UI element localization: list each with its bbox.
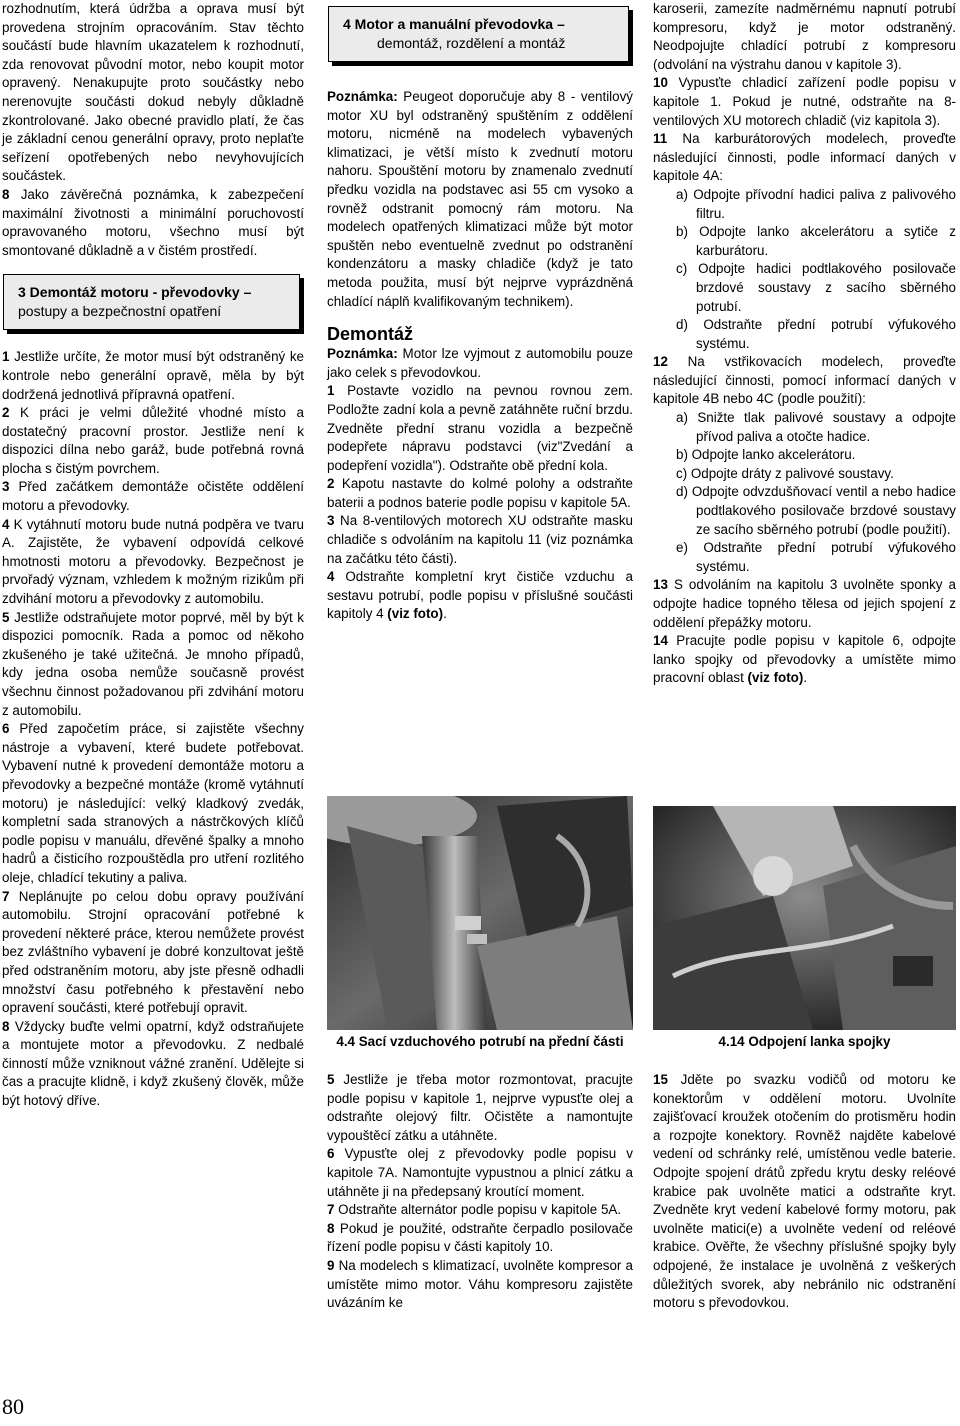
items-10-11 bbox=[653, 74, 956, 186]
numbered-paragraph: 3 Před začátkem demontáže očistěte oddělení motoru a převodovky. bbox=[2, 479, 304, 514]
numbered-paragraph: 11 Na karburátorových modelech, proveďte následující činnosti, podle informací daných v kapitole 4A: bbox=[653, 131, 956, 184]
numbered-paragraph: 6 Vypusťte olej z převodovky podle popisu v kapitole 7A. Namontujte vypustnou a plnicí zátku a utáhněte ji na předepsaný kroutící moment. bbox=[327, 1146, 633, 1199]
numbered-paragraph: 4 K vytáhnutí motoru bude nutná podpěra ve tvaru A. Zajistěte, že vybavení odpovídá celkové hmotnosti motoru a převodovky. Bezpečnost je prvořadý význam, vzhledem k možným rizikům při zdvihání motoru a převodovky z automobilu. bbox=[2, 516, 304, 607]
paragraph-number: 3 bbox=[2, 479, 10, 495]
section-4-title: 4 Motor a manuální převodovka – bbox=[343, 16, 565, 32]
column-right bbox=[653, 0, 956, 1311]
item-15 bbox=[653, 1071, 956, 1313]
paragraph-number: 1 bbox=[327, 383, 335, 399]
numbered-paragraph: 15 Jděte po svazku vodičů od motoru ke konektorům v oddělení motoru. Uvolníte zajišťovací kroužek otočením do protisměru hodin a rozpojte konektory. Rovněž najděte kabelové vedení od schránky relé, umístěnou vedle baterie. Odpojte spojení drátů zpředu krytu desky reléové krabice pak uvolněte matici a odstraňte kryt. Zvedněte kryt vedení kabelové formy motoru, pak uvolněte matici(e) a uvolněte vedení od reléové krabice. Ověřte, že všechny příslušné spojky byly odpojené, že instalace je uvolněná z veškerých důležitých svorek, aby nebránilo nic odstranění motoru s převodovkou. bbox=[653, 1072, 956, 1311]
column-middle bbox=[327, 0, 633, 1311]
paragraph-number: 11 bbox=[653, 131, 668, 147]
paragraph-number: 10 bbox=[653, 75, 668, 91]
numbered-paragraph: 2 Kapotu nastavte do kolmé polohy a odstraňte baterii a podnos baterie podle popisu v kapitole 5A. bbox=[327, 476, 633, 510]
list-item: a) Snižte tlak palivové soustavy a odpojte přívod paliva a otočte hadice. bbox=[676, 410, 956, 444]
paragraph-number: 3 bbox=[327, 513, 335, 529]
section-4-items-cont bbox=[327, 1071, 633, 1313]
numbered-paragraph: 1 Jestliže určíte, že motor musí být odstraněný ke kontrole nebo generální opravě, měla by být dodržená jednotlivá přípravná opatření. bbox=[2, 349, 304, 402]
paragraph-number: 2 bbox=[327, 476, 335, 492]
paragraph-number: 6 bbox=[2, 721, 10, 737]
photo-air-intake bbox=[327, 796, 633, 1030]
numbered-paragraph: 8 Pokud je použité, odstraňte čerpadlo posilovače řízení podle popisu v části kapitoly 10. bbox=[327, 1220, 633, 1255]
list-item: a) Odpojte přívodní hadici paliva z palivového filtru. bbox=[676, 186, 956, 221]
numbered-paragraph: 7 Neplánujte po celou dobu opravy používání automobilu. Strojní opracování potřebné k provedení některé práce, kterou nemůžete provést bez zvláštního vybavení je dobré konzultovat ještě před odstraněním motoru, aby jste přesně odhadli množství času potřebného k přestavění nebo opravení součásti, které potřebují opravit. bbox=[2, 888, 304, 1016]
numbered-paragraph: 1 Postavte vozidlo na pevnou rovnou zem. Podložte zadní kola a pevně zatáhněte ruční brzdu. Zvedněte přední stranu vozidla a bezpečně podepřete nápravu podstavci (viz"Zvedání a podepření vozidla"). Odstraňte obě přední kola. bbox=[327, 383, 633, 473]
paragraph-number: 7 bbox=[327, 1202, 335, 1218]
paragraph-number: 4 bbox=[327, 569, 335, 585]
list-item: c) Odpojte hadici podtlakového posilovače brzdové soustavy z sacího sběrného potrubí. bbox=[676, 261, 956, 314]
numbered-paragraph: 4 Odstraňte kompletní kryt čističe vzduchu a sestavu potrubí, podle popisu v příslušné součásti kapitoly 4 (viz foto). bbox=[327, 569, 633, 622]
numbered-paragraph: 7 Odstraňte alternátor podle popisu v kapitole 5A. bbox=[327, 1202, 622, 1218]
numbered-paragraph: 13 S odvoláním na kapitolu 3 uvolněte sponky a odpojte hadice topného tělesa od jejich spojení z oddělení přepážky motoru. bbox=[653, 577, 956, 630]
numbered-paragraph: 6 Před započetím práce, si zajistěte všechny nástroje a vybavení, které budete potřebovat. Vybavení nutné k provedení demontáže motoru a převodovky a bezpečné montáže (kromě vytáhnutí motoru) je následující: velký kladkový zvedák, kompletní sada stranových a nástrčkových klíčů podle popisu v manuálu, dřevěné špalky a mnoho hadrů a čisticího rozpouštědla pro utření rozlitého oleje, chladící tekutiny a paliva. bbox=[2, 721, 304, 885]
numbered-paragraph: 5 Jestliže je třeba motor rozmontovat, pracujte podle popisu v kapitole 1, nejprve vypusťte olej a odstraňte olejový filtr. Očistěte a namontujte vypouštěcí zátku a utáhněte. bbox=[327, 1072, 633, 1143]
numbered-paragraph: 10 Vypusťte chladicí zařízení podle popisu v kapitole 1. Pokud je nutné, odstraňte na 8-ventilových XU motorech chladič (viz kapitola 3). bbox=[653, 75, 956, 128]
numbered-paragraph: 3 Na 8-ventilových motorech XU odstraňte masku chladiče s odvoláním na kapitolu 11 (viz poznámka na začátku této části). bbox=[327, 513, 633, 566]
paragraph-number: 15 bbox=[653, 1072, 668, 1087]
paragraph-number: 5 bbox=[327, 1072, 335, 1087]
paragraph-number: 8 bbox=[2, 1018, 10, 1034]
paragraph-number: 8 bbox=[327, 1220, 335, 1236]
paragraph-number: 2 bbox=[2, 405, 10, 421]
section-4-subtitle: demontáž, rozdělení a montáž bbox=[377, 35, 566, 51]
list-11 bbox=[653, 186, 956, 353]
section-3-heading-box bbox=[3, 274, 300, 330]
numbered-paragraph: 14 Pracujte podle popisu v kapitole 6, odpojte lanko spojky od převodovky a umístěte mimo pracovní oblast (viz foto). bbox=[653, 633, 956, 686]
intro-paragraph-right: karoserii, zamezíte nadměrnému napnutí potrubí kompresoru, když je motor odstraněný. Neodpojujte chladící potrubí z kompresoru (odvolání na výstrahu danou v kapitole 3). bbox=[653, 1, 956, 72]
column-left bbox=[2, 0, 304, 1111]
note2-paragraph: Poznámka: Motor lze vyjmout z automobilu pouze jako celek s převodovkou. bbox=[327, 346, 633, 380]
numbered-paragraph: 2 K práci je velmi důležité vhodné místo a dostatečný pracovní prostor. Jestliže není k dispozici dílna nebo garáž, bude potřebná rovná plocha s čistým povrchem. bbox=[2, 405, 304, 476]
list-item: d) Odpojte odvzdušňovací ventil a nebo hadice podtlakového posilovače brzdové soustavy ze sacího sběrného potrubí (podle použití). bbox=[676, 484, 956, 537]
section-4-heading-box bbox=[328, 6, 629, 62]
paragraph-12: 12 Na vstřikovacích modelech, proveďte následující činnosti, pomocí informací daných v kapitole 4B nebo 4C (podle použití): bbox=[653, 354, 956, 407]
items-13-14 bbox=[653, 576, 956, 688]
section-3-subtitle: postupy a bezpečnostní opatření bbox=[18, 303, 222, 320]
paragraph-number: 7 bbox=[2, 888, 10, 904]
paragraph-number: 5 bbox=[2, 609, 10, 625]
paragraph-8: 8 Jako závěrečná poznámka, k zabezpečení maximální životnosti a minimální poruchovostí opravovaného motoru, všechno musí být smontované důkladně a v čistém prostředí. bbox=[2, 186, 304, 258]
list-item: d) Odstraňte přední potrubí výfukového systému. bbox=[676, 317, 956, 351]
paragraph-number: 14 bbox=[653, 633, 668, 649]
paragraph-number: 9 bbox=[327, 1257, 335, 1273]
paragraph-number: 1 bbox=[2, 349, 10, 365]
numbered-paragraph: 9 Na modelech s klimatizací, uvolněte kompresor a umístěte mimo motor. Váhu kompresoru zajistěte uvázáním ke bbox=[327, 1257, 633, 1311]
section-4-items bbox=[327, 382, 633, 624]
list-item: c) Odpojte dráty z palivové soustavy. bbox=[676, 465, 894, 481]
paragraph-number: 4 bbox=[2, 516, 10, 532]
paragraph-number: 13 bbox=[653, 577, 668, 593]
numbered-paragraph: 8 Vždycky buďte velmi opatrní, když odstraňujete a montujete motor a převodovku. Z nedbalé činností může vzniknout vážné zranění. Udělejte si čas a pracujte klidně, i když zkušený člověk, může být hotový dříve. bbox=[2, 1018, 304, 1109]
section-3-items bbox=[2, 348, 304, 1110]
heading-demontaz: Demontáž bbox=[327, 324, 414, 345]
list-12 bbox=[653, 409, 956, 576]
page-number: 80 bbox=[2, 1394, 24, 1419]
numbered-paragraph: 5 Jestliže odstraňujete motor poprvé, měl by být k dispozici pomocník. Rada a pomoc od někoho zkušeného je také užitečná. Je mnoho případů, kdy jedna osoba nemůže současně provést všechnu činnost požadovanou při zdvihání motoru z automobilu. bbox=[2, 609, 304, 718]
intro-paragraph: rozhodnutím, která údržba a oprava musí být provedena strojním opracováním. Stav těchto součástí bude hlavním ukazatelem k rozhodnutí, zda renovovat původní motor, nebo koupit motor opravený. Nenakupujte proto součástky nebo nerenovujte součásti dokud nebyly důkladně zkontrolované. Jako obecné pravidlo platí, že čas je základní cenou generální opravy, proto neplaťte seřízení opotřebených nebo nevyhovujících součástek. bbox=[2, 1, 304, 184]
list-item: b) Odpojte lanko akcelerátoru. bbox=[676, 447, 856, 463]
photo-caption-4-4: 4.4 Sací vzduchového potrubí na přední části bbox=[336, 1034, 624, 1049]
paragraph-number: 6 bbox=[327, 1146, 335, 1162]
photo-caption-4-14: 4.14 Odpojení lanka spojky bbox=[718, 1034, 891, 1049]
section-3-title: 3 Demontáž motoru - převodovky – bbox=[18, 284, 252, 301]
note-paragraph: Poznámka: Peugeot doporučuje aby 8 - ventilový motor XU byl odstraněný spuštěním z oddělení motoru, nicméně na modelech vybavených klimatizaci, je větší místo k zvednutí motoru nahoru. Spouštění motoru by znamenalo zvednutí předku vozidla na podstavec asi 55 cm vysoko a rovněž odstranit pomocný rám motoru. Na modelech opatřených klimatizaci může být motor spuštěn nebo eventuelně zvednut po odstranění kondenzátoru a masky chladiče (když je tato metoda použita, musí být nejprve vyprázdněná chladící náplň kvalifikovaným technikem). bbox=[327, 89, 633, 309]
paragraph-number: 8 bbox=[2, 186, 10, 202]
list-item: e) Odstraňte přední potrubí výfukového systému. bbox=[676, 540, 956, 574]
photo-clutch-cable bbox=[653, 806, 956, 1030]
list-item: b) Odpojte lanko akcelerátoru a sytiče z karburátoru. bbox=[676, 224, 956, 258]
